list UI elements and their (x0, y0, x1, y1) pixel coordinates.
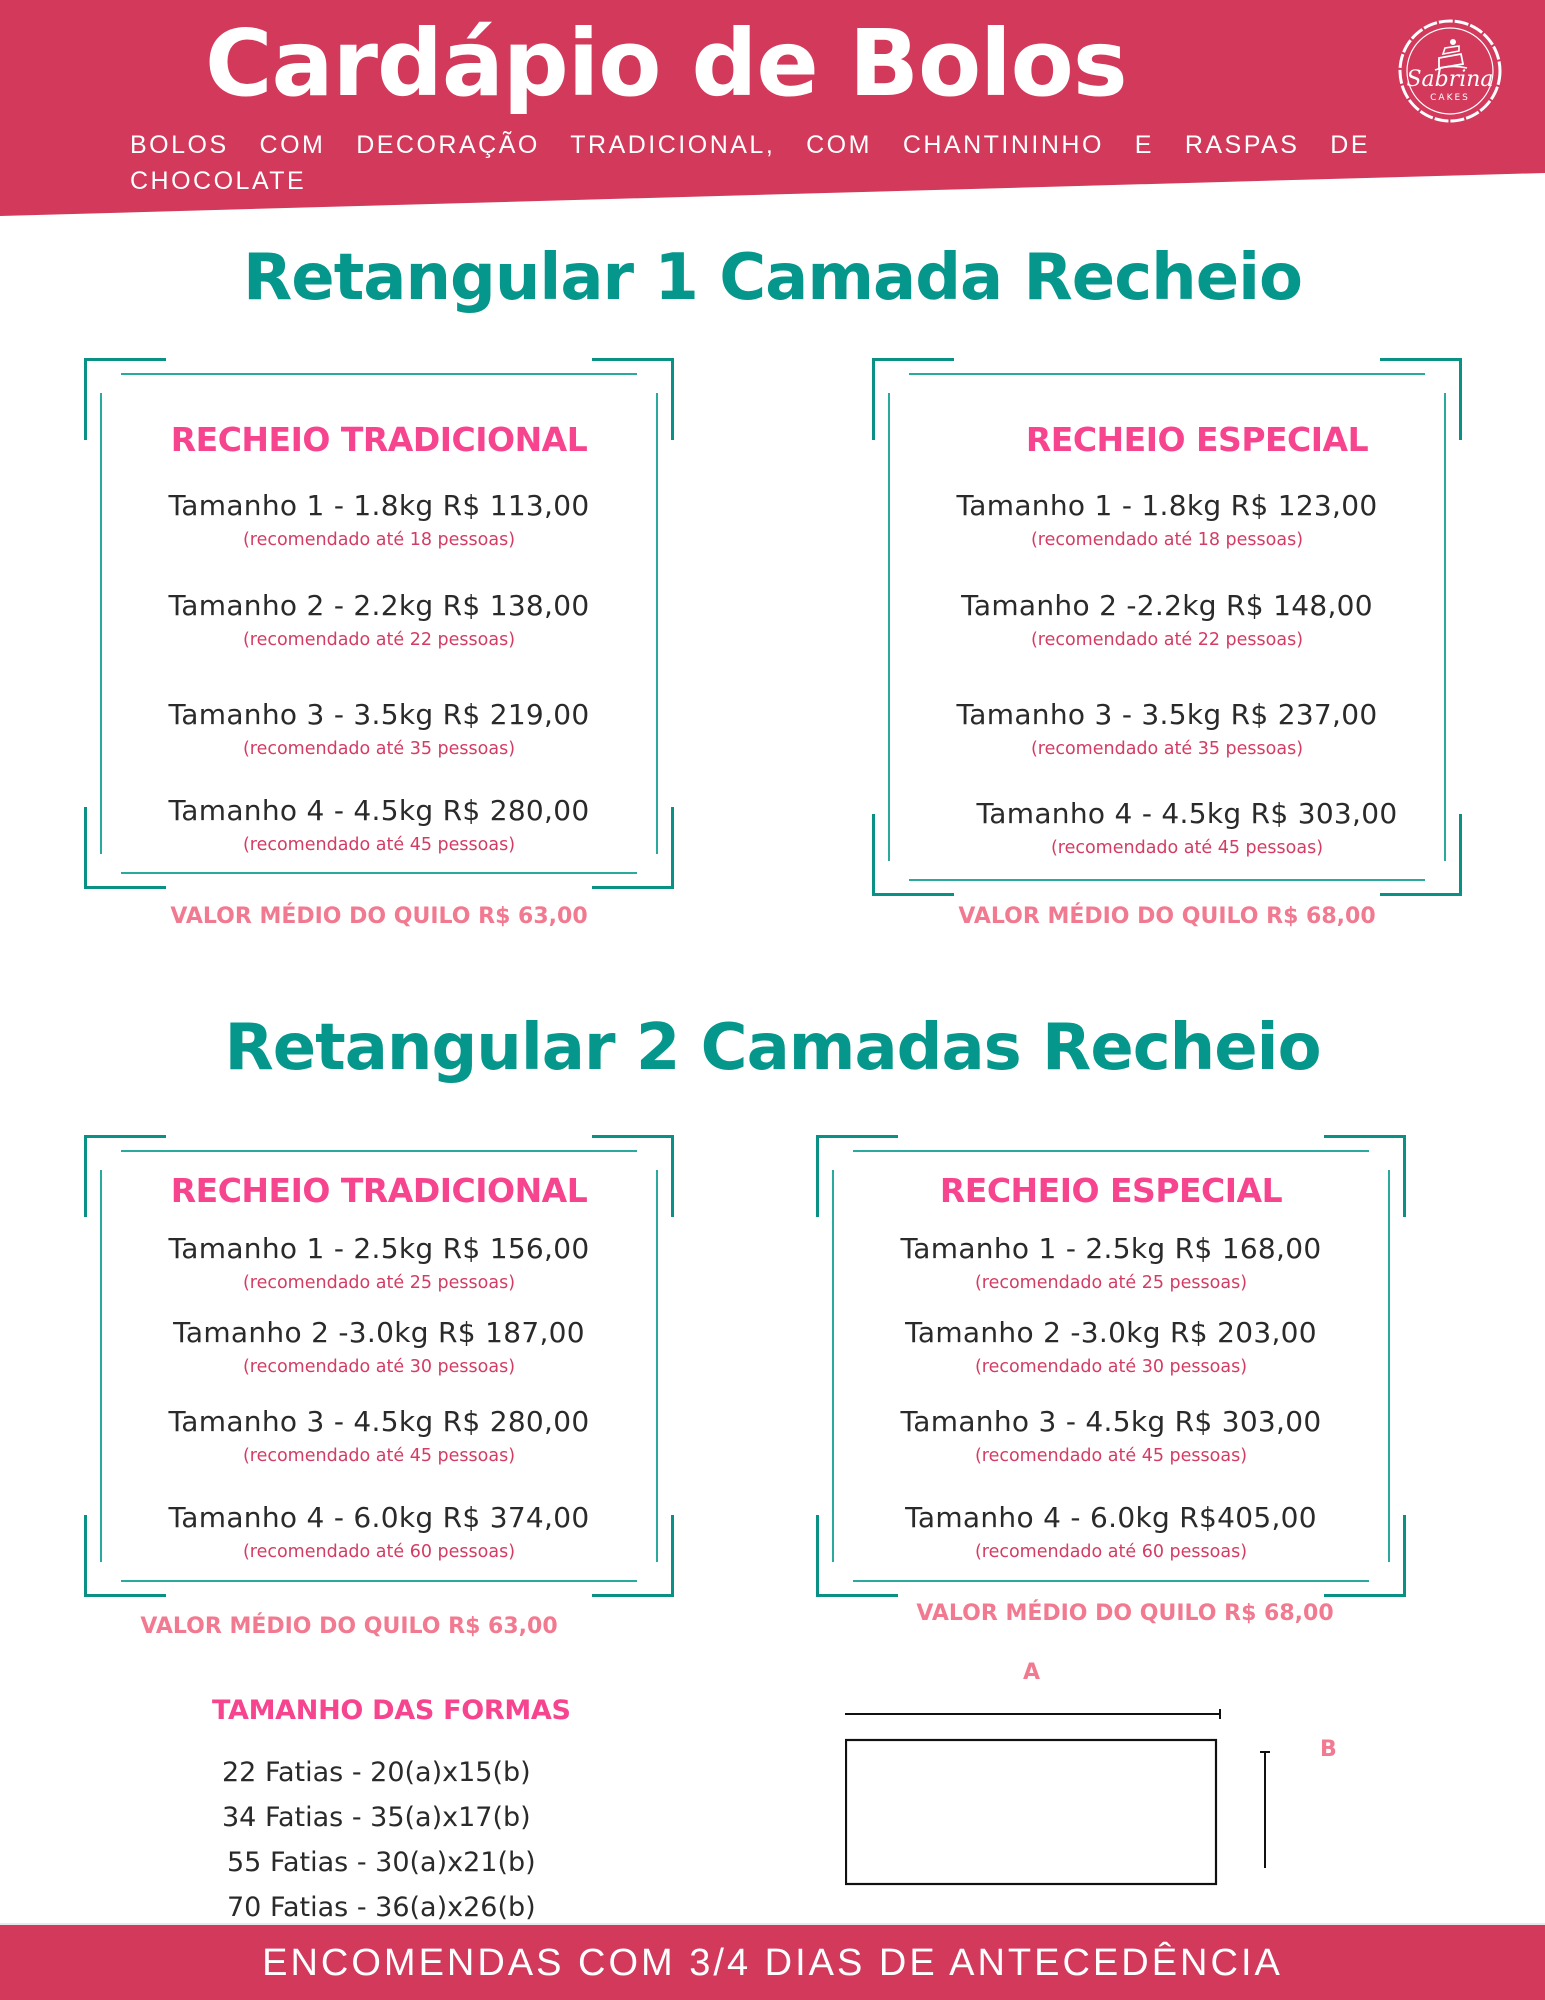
price-item-note: (recomendado até 45 pessoas) (242, 835, 516, 855)
price-item (84, 488, 674, 552)
frame-line (121, 1580, 637, 1582)
frame-line (121, 872, 637, 874)
frame-line (909, 879, 1425, 881)
form-size-item: 70 Fatias - 36(a)x26(b) (227, 1892, 536, 1923)
price-item-label: Tamanho 4 - 4.5kg R$ 303,00 (976, 797, 1398, 830)
price-item (872, 588, 1462, 652)
price-item-note: (recomendado até 45 pessoas) (242, 1446, 516, 1466)
price-item-note: (recomendado até 45 pessoas) (974, 1446, 1248, 1466)
footer-banner (0, 1923, 1545, 2000)
price-item (84, 793, 674, 857)
price-item-label: Tamanho 1 - 1.8kg R$ 113,00 (168, 489, 590, 522)
price-item-note: (recomendado até 25 pessoas) (242, 1273, 516, 1293)
forms-title: TAMANHO DAS FORMAS (212, 1695, 571, 1726)
price-item (84, 697, 674, 761)
price-item (84, 588, 674, 652)
form-size-item: 22 Fatias - 20(a)x15(b) (222, 1757, 531, 1788)
price-item-note: (recomendado até 30 pessoas) (974, 1357, 1248, 1377)
price-item-note: (recomendado até 45 pessoas) (1050, 838, 1324, 858)
frame-line (853, 1580, 1369, 1582)
dimension-lines-icon (845, 1650, 1345, 1900)
price-box-tradicional-1-camada (84, 358, 674, 889)
forms-list (222, 1750, 536, 1930)
price-item (816, 1404, 1406, 1468)
pan-dimension-diagram (845, 1650, 1345, 1900)
cake-logo-icon (1395, 18, 1505, 124)
price-item (84, 1231, 674, 1295)
avg-price-kilo: VALOR MÉDIO DO QUILO R$ 63,00 (170, 904, 588, 929)
price-item-note: (recomendado até 35 pessoas) (242, 739, 516, 759)
price-box-especial-1-camada (872, 358, 1462, 896)
price-item (872, 697, 1462, 761)
price-item-label: Tamanho 3 - 4.5kg R$ 280,00 (168, 1405, 590, 1438)
price-item-note: (recomendado até 22 pessoas) (242, 630, 516, 650)
price-item (892, 796, 1482, 860)
price-item-note: (recomendado até 18 pessoas) (242, 530, 516, 550)
price-item-label: Tamanho 2 -2.2kg R$ 148,00 (961, 589, 1373, 622)
price-item-label: Tamanho 3 - 3.5kg R$ 219,00 (168, 698, 590, 731)
box-heading: RECHEIO TRADICIONAL (170, 420, 588, 459)
form-size-item: 55 Fatias - 30(a)x21(b) (227, 1847, 536, 1878)
price-item (816, 1231, 1406, 1295)
page-subtitle: BOLOS COM DECORAÇÃO TRADICIONAL, COM CHANTININHO E RASPAS DE CHOCOLATE (130, 131, 1370, 195)
price-item-label: Tamanho 2 - 2.2kg R$ 138,00 (168, 589, 590, 622)
price-item (816, 1500, 1406, 1564)
price-item-label: Tamanho 4 - 6.0kg R$ 374,00 (168, 1501, 590, 1534)
price-item-note: (recomendado até 35 pessoas) (1030, 739, 1304, 759)
price-item (84, 1500, 674, 1564)
price-item-label: Tamanho 1 - 2.5kg R$ 168,00 (900, 1232, 1322, 1265)
svg-text:Sabrina: Sabrina (1406, 67, 1494, 92)
avg-price-kilo: VALOR MÉDIO DO QUILO R$ 63,00 (140, 1614, 558, 1639)
svg-text:CAKES: CAKES (1430, 93, 1470, 103)
section-title-2-camadas: Retangular 2 Camadas Recheio (224, 1011, 1321, 1085)
price-item-note: (recomendado até 25 pessoas) (974, 1273, 1248, 1293)
price-item-label: Tamanho 2 -3.0kg R$ 187,00 (173, 1316, 585, 1349)
form-size-item: 34 Fatias - 35(a)x17(b) (222, 1802, 531, 1833)
section-title-1-camada: Retangular 1 Camada Recheio (243, 241, 1302, 315)
box-heading: RECHEIO ESPECIAL (939, 1171, 1283, 1210)
avg-price-kilo: VALOR MÉDIO DO QUILO R$ 68,00 (958, 904, 1376, 929)
price-item-label: Tamanho 2 -3.0kg R$ 203,00 (905, 1316, 1317, 1349)
price-box-especial-2-camadas (816, 1135, 1406, 1597)
price-item-label: Tamanho 1 - 1.8kg R$ 123,00 (956, 489, 1378, 522)
price-item-note: (recomendado até 30 pessoas) (242, 1357, 516, 1377)
price-item (84, 1315, 674, 1379)
frame-line (121, 373, 637, 375)
price-box-tradicional-2-camadas (84, 1135, 674, 1597)
frame-line (121, 1150, 637, 1152)
price-item-note: (recomendado até 22 pessoas) (1030, 630, 1304, 650)
price-item (84, 1404, 674, 1468)
price-item-label: Tamanho 3 - 3.5kg R$ 237,00 (956, 698, 1378, 731)
dimension-label-b: B (1320, 1737, 1337, 1762)
dimension-label-a: A (1023, 1660, 1041, 1685)
footer-notice: ENCOMENDAS COM 3/4 DIAS DE ANTECEDÊNCIA (262, 1942, 1283, 1984)
price-item-label: Tamanho 1 - 2.5kg R$ 156,00 (168, 1232, 590, 1265)
price-item-note: (recomendado até 60 pessoas) (974, 1542, 1248, 1562)
box-heading: RECHEIO TRADICIONAL (170, 1171, 588, 1210)
price-item-label: Tamanho 3 - 4.5kg R$ 303,00 (900, 1405, 1322, 1438)
avg-price-kilo: VALOR MÉDIO DO QUILO R$ 68,00 (916, 1601, 1334, 1626)
frame-line (909, 373, 1425, 375)
price-item-note: (recomendado até 18 pessoas) (1030, 530, 1304, 550)
price-item (816, 1315, 1406, 1379)
page-title: Cardápio de Bolos (205, 10, 1127, 117)
frame-line (853, 1150, 1369, 1152)
box-heading: RECHEIO ESPECIAL (1025, 420, 1369, 459)
price-item-label: Tamanho 4 - 6.0kg R$405,00 (905, 1501, 1317, 1534)
price-item-note: (recomendado até 60 pessoas) (242, 1542, 516, 1562)
price-item (872, 488, 1462, 552)
price-item-label: Tamanho 4 - 4.5kg R$ 280,00 (168, 794, 590, 827)
